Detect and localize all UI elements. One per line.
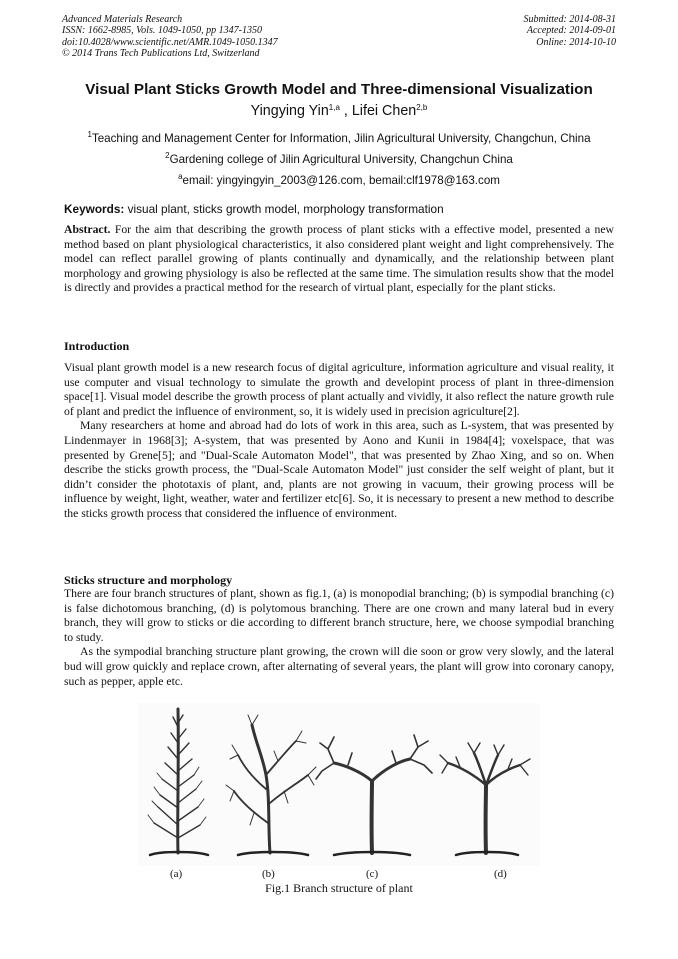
journal-header-right	[524, 14, 617, 48]
tree-illustrations	[138, 703, 540, 866]
affiliation-text: Gardening college of Jilin Agricultural University, Changchun China	[169, 153, 513, 166]
author-name: Lifei Chen	[351, 103, 417, 119]
figure-label-b: (b)	[262, 868, 275, 880]
author-line	[40, 103, 638, 119]
abstract	[64, 223, 614, 296]
online-date: Online: 2014-10-10	[536, 36, 616, 48]
paragraph: Many researchers at home and abroad had do lots of work in this area, such as L-system, that was presented by Lindenmayer in 1968[3]; A-system, that was presented by Aono and Kunii in 1984[4]; voxelspace, that was presented by Grene[5]; and "Dual-Scale Automaton Model", that was presented by Zhao Xing, and so on. When describe the sticks growth process, the "Dual-Scale Automaton Model" just consider the self weight of plant, but it didn’t consider the phototaxis of plant, and, plants are not growing in vacuum, their growing process will be influence by weight, light, weather, water and fertilizer etc[6]. So, it is necessary to present a new method to describe the sticks growth process that considered the influence of environment.	[64, 419, 614, 520]
email-line	[30, 174, 648, 187]
abstract-label: Abstract.	[64, 223, 111, 236]
email-text: email: yingyingyin_2003@126.com, bemail:clf1978@163.com	[182, 174, 500, 187]
author-separator: ,	[339, 103, 352, 119]
paper-title: Visual Plant Sticks Growth Model and Three-dimensional Visualization	[85, 81, 593, 98]
author-name: Yingying Yin	[250, 103, 329, 119]
paragraph: As the sympodial branching structure plant growing, the crown will die soon or grow very slowly, and the lateral bud will grow quickly and replace crown, after alternating of several years, the plant will grow into coronary canopy, such as pepper, apple etc.	[64, 645, 614, 688]
journal-issn: ISSN: 1662-8985, Vols. 1049-1050, pp 1347-1350	[62, 25, 262, 37]
tree-polytomous	[440, 743, 530, 855]
figure-label-c: (c)	[366, 868, 379, 880]
email-mark: a	[178, 172, 183, 181]
journal-name: Advanced Materials Research	[62, 14, 183, 25]
figure-caption: Fig.1 Branch structure of plant	[265, 881, 413, 895]
paragraph: There are four branch structures of plant, shown as fig.1, (a) is monopodial branching; (b) is sympodial branching (c) is false dichotomous branching, (d) is polytomous branching. There are one crown and many lateral bud in every branch, they will grow to sticks or die according to different branch structure, here, we choose sympodial branching to study.	[64, 587, 614, 644]
figure-branch-structures	[138, 703, 540, 866]
figure-label-d: (d)	[494, 868, 507, 880]
keywords-label: Keywords:	[64, 202, 125, 216]
journal-copyright: © 2014 Trans Tech Publications Ltd, Switzerland	[62, 48, 260, 60]
introduction-body	[64, 361, 614, 522]
sticks-section-body	[64, 587, 614, 689]
paragraph: Visual plant growth model is a new research focus of digital agriculture, information agriculture and visual reality, it use computer and visual technology to simulate the growth and developint process of plant in three-dimension space[1]. Visual model describe the growth process of plant actually and vividly, it also reflect the nature growth rule of plant and predict the influence of environment, so, it is widely used in precision agriculture[2].	[64, 361, 614, 418]
affiliation-text: Teaching and Management Center for Information, Jilin Agricultural University, Changchun, China	[91, 132, 591, 145]
tree-false-dichotomous	[316, 735, 432, 855]
author-affiliation-mark: 1,a	[328, 103, 340, 112]
section-heading-sticks: Sticks structure and morphology	[64, 573, 233, 587]
section-heading-introduction: Introduction	[64, 339, 130, 353]
accepted-date: Accepted: 2014-09-01	[526, 25, 616, 37]
affiliation-2	[30, 153, 648, 166]
affiliation-1	[30, 132, 648, 145]
tree-monopodial	[148, 709, 208, 855]
author-affiliation-mark: 2,b	[416, 103, 428, 112]
affiliation-mark: 2	[165, 151, 170, 160]
tree-sympodial	[226, 715, 316, 855]
journal-doi: doi:10.4028/www.scientific.net/AMR.1049-1050.1347	[62, 36, 278, 48]
keywords-text: visual plant, sticks growth model, morphology transformation	[127, 202, 444, 216]
affiliation-mark: 1	[87, 130, 92, 139]
submitted-date: Submitted: 2014-08-31	[523, 14, 616, 25]
journal-header-left	[62, 14, 278, 60]
abstract-text: For the aim that describing the growth process of plant sticks with a effective model, presented a new method based on plant physiological characteristics, it also considered plant weight and light comprehensively. The model can reflect parallel growing of plants continually and dynamically, and the relationship between plant morphology and growing physiology is also be reflected at the same time. The simulation results show that the model is directly and provides a practical method for the research of virtual plant, especially for the plant sticks.	[64, 223, 614, 295]
figure-label-a: (a)	[170, 868, 183, 880]
keywords	[64, 202, 444, 216]
